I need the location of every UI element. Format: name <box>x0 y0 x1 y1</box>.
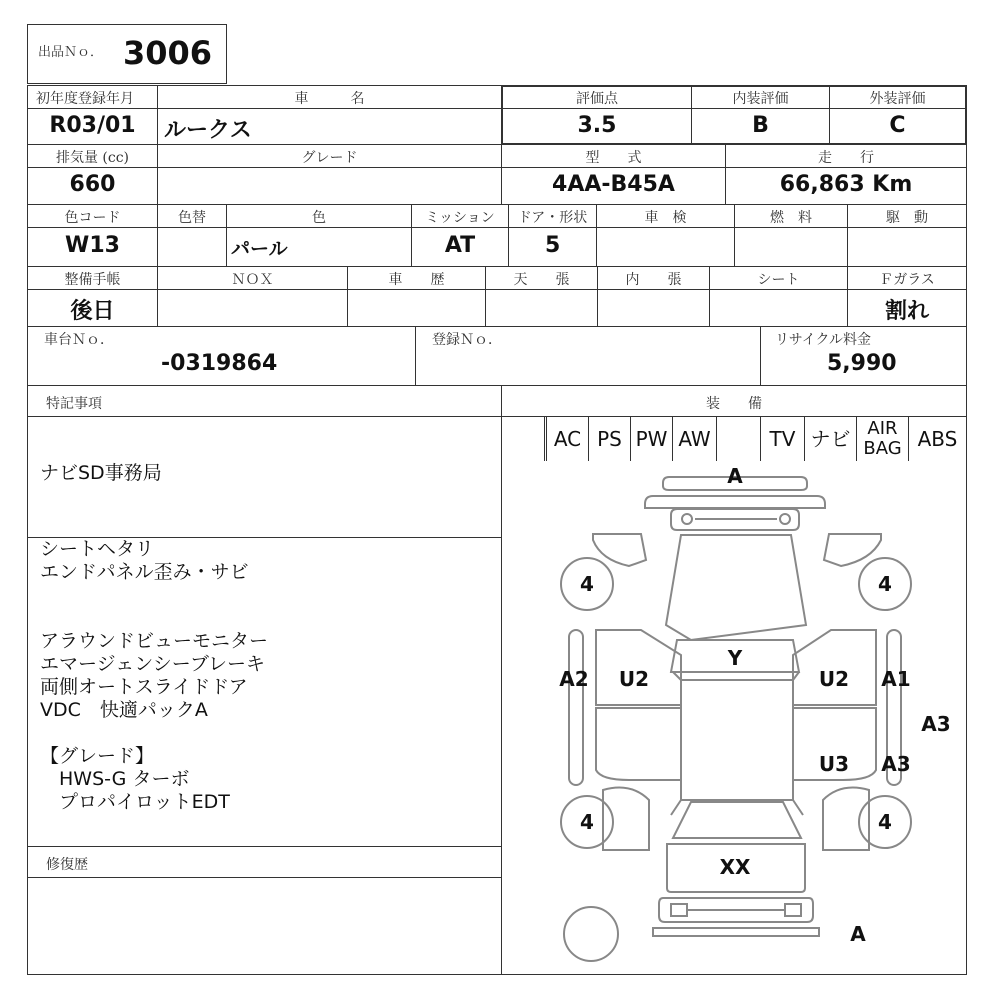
damage-rear: A <box>850 922 866 946</box>
damage-tire-rl: 4 <box>580 810 594 834</box>
score-cell <box>501 108 692 145</box>
grade-label: グレード <box>301 150 358 166</box>
maintenance-label-cell <box>27 266 158 290</box>
recycle-value: 5,990 <box>827 351 897 376</box>
repair-label-cell <box>27 846 502 878</box>
interior-label: 内装評価 <box>732 91 789 107</box>
chassis-cell <box>27 326 416 386</box>
exterior-value: C <box>889 113 906 138</box>
damage-left-side: A2 <box>559 667 589 691</box>
mileage-cell <box>725 167 967 205</box>
car-name-cell <box>157 108 502 145</box>
glass-label-cell <box>847 266 967 290</box>
reg-no-label: 登録Ｎｏ． <box>432 332 502 348</box>
equipment-navi: ナビ <box>804 417 856 461</box>
displacement-label-cell <box>27 144 158 168</box>
damage-front: A <box>727 464 743 488</box>
lot-number: 3006 <box>123 34 213 72</box>
car-name-label: 車 名 <box>294 91 365 107</box>
transmission-label: ミッション <box>425 210 495 226</box>
sunroof-cell <box>485 289 598 327</box>
lot-label: 出品Ｎｏ． <box>38 45 104 60</box>
color-code-label-cell <box>27 204 158 228</box>
fuel-label-cell <box>734 204 848 228</box>
history-label-cell <box>347 266 486 290</box>
color-code-value: W13 <box>65 233 120 258</box>
fuel-label: 燃 料 <box>770 210 812 226</box>
remarks-block-2: シートヘタリ エンドパネル歪み・サビ アラウンドビューモニター エマージェンシーブレーキ 両側オートスライドドア VDC 快適パックA 【グレード】 HWS-G ターボ プロパイロットEDT <box>40 538 269 813</box>
model-cell <box>501 167 726 205</box>
damage-tire-rr: 4 <box>878 810 892 834</box>
doors-label: ドア・形状 <box>517 210 588 226</box>
inspection-cell <box>596 227 735 267</box>
nox-cell <box>157 289 348 327</box>
mileage-label: 走 行 <box>818 150 874 166</box>
glass-label: Ｆガラス <box>879 272 935 288</box>
chassis-value: -0319864 <box>161 351 278 376</box>
drive-label-cell <box>847 204 967 228</box>
chassis-label: 車台Ｎｏ． <box>44 332 114 348</box>
interior-label-cell <box>691 85 830 109</box>
repair-label: 修復歴 <box>46 857 88 873</box>
color-change-label: 色替 <box>178 210 206 226</box>
model-value: 4AA-B45A <box>552 172 675 197</box>
damage-right-door: U2 <box>818 667 850 691</box>
recycle-cell <box>760 326 967 386</box>
doors-value: 5 <box>545 233 561 258</box>
transmission-cell <box>411 227 509 267</box>
remarks-box-2 <box>27 537 502 847</box>
color-cell <box>226 227 412 267</box>
interior-cell <box>691 108 830 145</box>
damage-tire-fl: 4 <box>580 572 594 596</box>
seat-cell <box>709 289 848 327</box>
grade-cell <box>157 167 502 205</box>
fuel-cell <box>734 227 848 267</box>
maintenance-cell <box>27 289 158 327</box>
displacement-value: 660 <box>69 172 116 197</box>
maintenance-value: 後日 <box>70 299 115 324</box>
equipment-aw: AW <box>672 417 716 461</box>
inner-label: 内 張 <box>625 272 682 288</box>
score-value: 3.5 <box>577 113 617 138</box>
color-label: 色 <box>312 210 326 226</box>
inner-label-cell <box>597 266 710 290</box>
grade-label-cell <box>157 144 502 168</box>
reg-no-cell <box>415 326 761 386</box>
exterior-label-cell <box>829 85 967 109</box>
model-label-cell <box>501 144 726 168</box>
glass-cell <box>847 289 967 327</box>
equipment-slot-5 <box>716 417 760 461</box>
equipment-tv: TV <box>760 417 804 461</box>
score-label: 評価点 <box>576 91 618 107</box>
maintenance-label: 整備手帳 <box>64 272 121 288</box>
exterior-cell <box>829 108 967 145</box>
glass-value: 割れ <box>884 299 929 324</box>
inspection-label-cell <box>596 204 735 228</box>
nox-label: ＮＯＸ <box>231 272 274 288</box>
first-reg-label: 初年度登録年月 <box>36 91 134 107</box>
equipment-row <box>501 416 967 463</box>
car-name-value: ルークス <box>164 118 252 143</box>
exterior-label: 外装評価 <box>869 91 926 107</box>
history-label: 車 歴 <box>388 272 445 288</box>
mileage-value: 66,863 Km <box>779 172 913 197</box>
model-label: 型 式 <box>585 150 642 166</box>
equipment-airbag: AIR BAG <box>856 417 908 461</box>
nox-label-cell <box>157 266 348 290</box>
inner-cell <box>597 289 710 327</box>
lot-number-box <box>27 24 227 84</box>
damage-right-door-2: U3 <box>818 752 850 776</box>
recycle-label: リサイクル料金 <box>775 332 872 348</box>
first-reg-cell <box>27 108 158 145</box>
damage-right-side-2: A3 <box>921 712 951 736</box>
displacement-cell <box>27 167 158 205</box>
equipment-ps: PS <box>588 417 630 461</box>
sunroof-label: 天 張 <box>513 272 570 288</box>
remarks-box-1 <box>27 416 502 538</box>
color-code-label: 色コード <box>64 210 121 226</box>
equipment-abs: ABS <box>908 417 966 461</box>
damage-right-rear: A3 <box>881 752 911 776</box>
damage-tire-fr: 4 <box>878 572 892 596</box>
interior-value: B <box>752 113 769 138</box>
transmission-label-cell <box>411 204 509 228</box>
history-cell <box>347 289 486 327</box>
doors-cell <box>508 227 597 267</box>
first-reg-label-cell <box>27 85 158 109</box>
remarks-label-cell <box>27 385 502 417</box>
remarks-line-1: ナビSD事務局 <box>40 462 162 484</box>
repair-box <box>27 877 502 975</box>
damage-windshield: Y <box>727 646 743 670</box>
first-reg-value: R03/01 <box>49 113 136 138</box>
damage-diagram-box <box>501 462 967 975</box>
color-value: パール <box>231 238 288 260</box>
damage-left-door: U2 <box>618 667 650 691</box>
color-label-cell <box>226 204 412 228</box>
transmission-value: AT <box>444 233 476 258</box>
score-label-cell <box>501 85 692 109</box>
drive-label: 駆 動 <box>886 210 928 226</box>
seat-label-cell <box>709 266 848 290</box>
equipment-label: 装 備 <box>706 396 762 412</box>
damage-labels <box>502 462 966 974</box>
doors-label-cell <box>508 204 597 228</box>
drive-cell <box>847 227 967 267</box>
sunroof-label-cell <box>485 266 598 290</box>
color-code-cell <box>27 227 158 267</box>
color-change-cell <box>157 227 227 267</box>
color-change-label-cell <box>157 204 227 228</box>
car-name-label-cell <box>157 85 502 109</box>
mileage-label-cell <box>725 144 967 168</box>
equipment-label-cell <box>501 385 967 417</box>
seat-label: シート <box>757 272 800 288</box>
remarks-label: 特記事項 <box>46 396 102 412</box>
damage-rear-glass: XX <box>719 855 751 879</box>
equipment-ac: AC <box>546 417 588 461</box>
displacement-label: 排気量 (cc) <box>55 150 130 166</box>
inspection-label: 車 検 <box>644 210 687 226</box>
damage-right-side: A1 <box>881 667 911 691</box>
equipment-pw: PW <box>630 417 672 461</box>
